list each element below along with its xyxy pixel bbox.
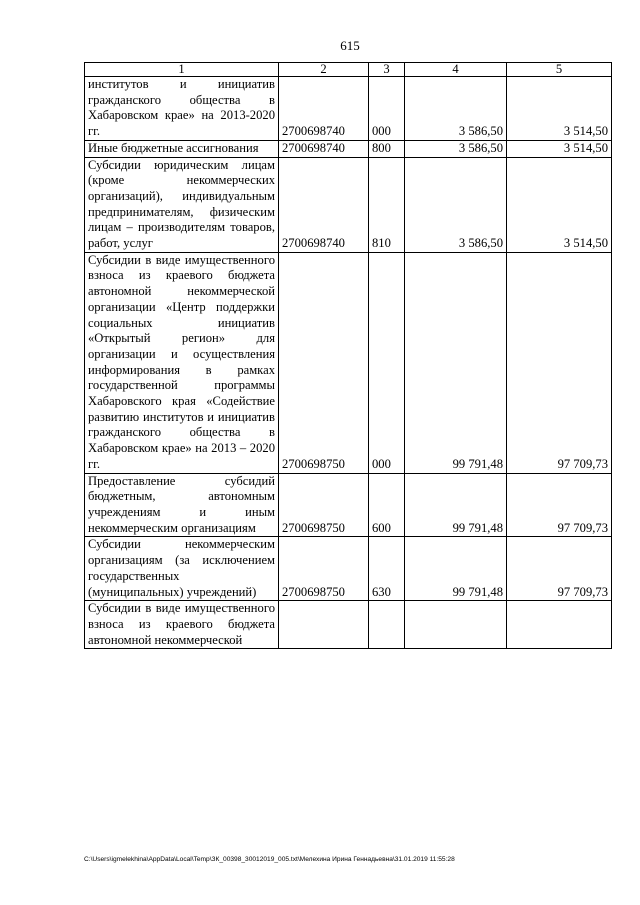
row-target-code: 2700698740 — [279, 140, 369, 157]
row-name: Субсидии в виде имущественного взноса из краевого бюджета автономной некоммерческой организации «Центр поддержки социальных инициатив «Открытый регион» для организации и осуществления информирования в рамках государственной программы Хабаровского края «Содействие развитию институтов и инициатив гражданского общества в Хабаровском крае» на 2013 – 2020 гг. — [85, 252, 279, 473]
table-header-row — [85, 63, 612, 77]
row-amount-1: 3 586,50 — [405, 140, 507, 157]
file-path-footer: C:\Users\igmelekhina\AppData\Local\Temp\ЗК_00398_30012019_005.txt\Мелехина Ирина Геннадьевна\31.01.2019 11:55:28 — [84, 856, 455, 863]
row-amount-2: 3 514,50 — [507, 140, 612, 157]
row-name: институтов и инициатив гражданского общества в Хабаровском крае» на 2013-2020 гг. — [85, 77, 279, 141]
row-target-code: 2700698750 — [279, 252, 369, 473]
header-col-2: 2 — [279, 63, 369, 77]
table-row — [85, 77, 612, 141]
table-row — [85, 537, 612, 601]
budget-table — [84, 62, 612, 649]
row-expense-type — [369, 601, 405, 649]
table-row — [85, 140, 612, 157]
table-row — [85, 601, 612, 649]
row-name: Субсидии некоммерческим организациям (за исключением государственных (муниципальных) учреждений) — [85, 537, 279, 601]
row-target-code — [279, 601, 369, 649]
row-expense-type: 600 — [369, 473, 405, 537]
row-expense-type: 810 — [369, 157, 405, 252]
row-amount-2: 97 709,73 — [507, 537, 612, 601]
row-amount-2: 3 514,50 — [507, 157, 612, 252]
row-target-code: 2700698750 — [279, 537, 369, 601]
header-col-3: 3 — [369, 63, 405, 77]
page-number: 615 — [340, 38, 360, 53]
row-name: Субсидии юридическим лицам (кроме некоммерческих организаций), индивидуальным предпринимателям, физическим лицам – производителям товаров, работ, услуг — [85, 157, 279, 252]
row-expense-type: 630 — [369, 537, 405, 601]
row-amount-2 — [507, 601, 612, 649]
header-col-5: 5 — [507, 63, 612, 77]
row-target-code: 2700698750 — [279, 473, 369, 537]
row-amount-1: 99 791,48 — [405, 537, 507, 601]
row-name: Субсидии в виде имущественного взноса из краевого бюджета автономной некоммерческой — [85, 601, 279, 649]
row-amount-2: 97 709,73 — [507, 252, 612, 473]
row-target-code: 2700698740 — [279, 157, 369, 252]
table-row — [85, 157, 612, 252]
row-expense-type: 800 — [369, 140, 405, 157]
table-row — [85, 252, 612, 473]
row-amount-2: 97 709,73 — [507, 473, 612, 537]
row-amount-1 — [405, 601, 507, 649]
row-expense-type: 000 — [369, 252, 405, 473]
row-expense-type: 000 — [369, 77, 405, 141]
row-amount-1: 3 586,50 — [405, 77, 507, 141]
row-amount-1: 99 791,48 — [405, 252, 507, 473]
header-col-1: 1 — [85, 63, 279, 77]
row-name: Предоставление субсидий бюджетным, автономным учреждениям и иным некоммерческим организациям — [85, 473, 279, 537]
header-col-4: 4 — [405, 63, 507, 77]
row-target-code: 2700698740 — [279, 77, 369, 141]
row-amount-1: 3 586,50 — [405, 157, 507, 252]
table-row — [85, 473, 612, 537]
row-amount-1: 99 791,48 — [405, 473, 507, 537]
row-amount-2: 3 514,50 — [507, 77, 612, 141]
row-name: Иные бюджетные ассигнования — [85, 140, 279, 157]
